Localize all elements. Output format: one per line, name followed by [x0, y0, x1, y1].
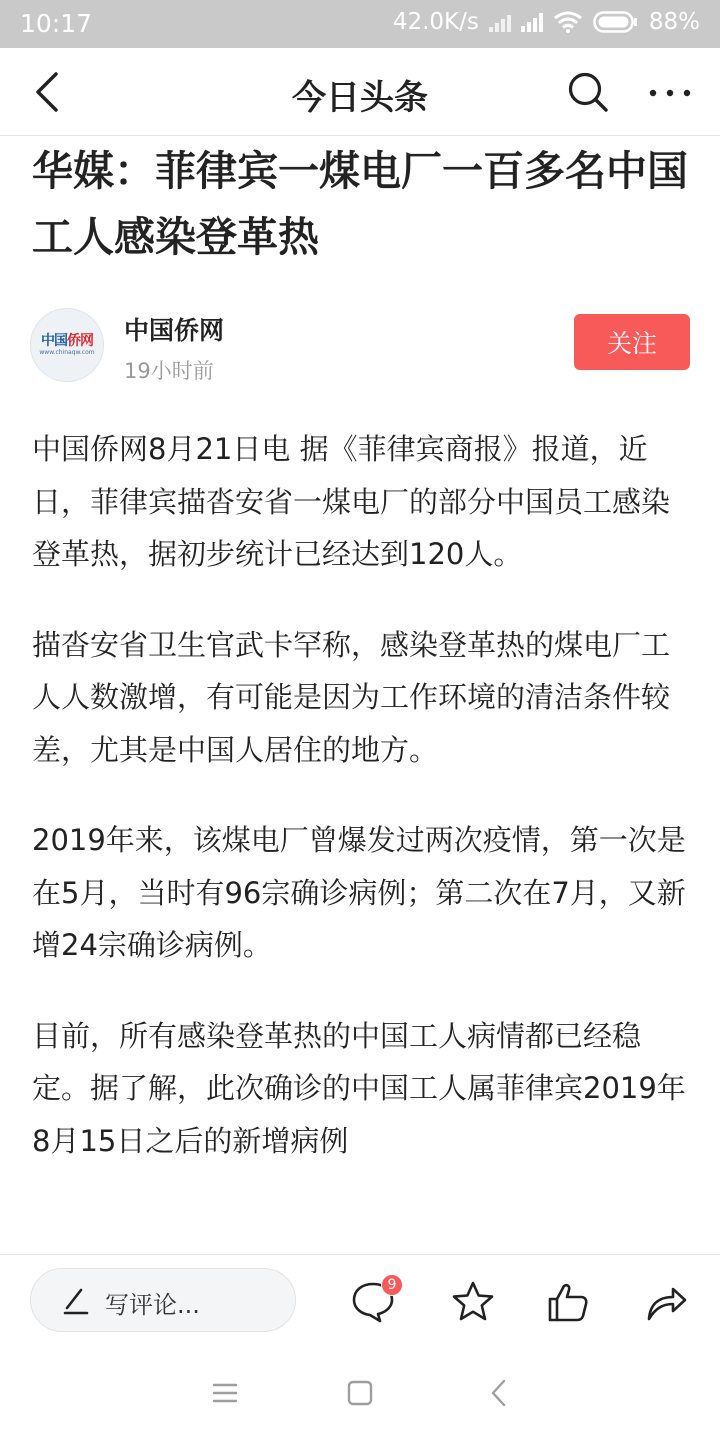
comment-placeholder: 写评论...: [105, 1291, 200, 1319]
status-indicators: [393, 9, 700, 35]
square-icon: [343, 1376, 377, 1410]
publish-time: 19小时前: [124, 359, 214, 383]
menu-icon: [208, 1376, 242, 1410]
follow-button[interactable]: 关注: [574, 314, 690, 370]
nav-menu-button[interactable]: [208, 1376, 242, 1410]
search-icon: [566, 70, 610, 114]
star-icon: [450, 1279, 496, 1325]
comment-input[interactable]: [30, 1268, 296, 1332]
article-body: [32, 423, 692, 1205]
like-button[interactable]: [545, 1279, 591, 1325]
pen-icon: [61, 1286, 89, 1316]
wifi-icon: [553, 11, 583, 33]
author-row: [0, 305, 720, 385]
app-header: [0, 48, 720, 136]
search-button[interactable]: [566, 70, 610, 114]
battery-icon: [593, 11, 639, 33]
signal-icon: [521, 12, 543, 32]
comment-count-badge: 9: [381, 1274, 403, 1296]
favorite-button[interactable]: [450, 1279, 496, 1325]
author-logo: 中国侨网: [41, 333, 93, 349]
more-dots-icon: [646, 78, 696, 108]
system-nav-bar: [0, 1346, 720, 1440]
article-paragraph: 目前，所有感染登革热的中国工人病情都已经稳定。据了解，此次确诊的中国工人属菲律宾2019年8月15日之后的新增病例: [32, 1018, 686, 1158]
nav-back-button[interactable]: [483, 1376, 517, 1410]
thumbs-up-icon: [545, 1279, 591, 1325]
battery-percent: 88%: [648, 9, 700, 35]
nav-back-icon: [483, 1376, 517, 1410]
article-paragraph: 2019年来，该煤电厂曾爆发过两次疫情，第一次是在5月，当时有96宗确诊病例；第二次在7月，又新增24宗确诊病例。: [32, 823, 686, 962]
status-bar: [0, 0, 720, 48]
article-title: 华媒：菲律宾一煤电厂一百多名中国工人感染登革热: [32, 147, 688, 261]
share-button[interactable]: [643, 1279, 689, 1325]
nav-home-button[interactable]: [343, 1376, 377, 1410]
author-avatar[interactable]: [30, 308, 104, 382]
network-speed: 42.0K/s: [392, 9, 479, 35]
article-paragraph: 描沓安省卫生官武卡罕称，感染登革热的煤电厂工人人数激增，有可能是因为工作环境的清洁条件较差，尤其是中国人居住的地方。: [32, 627, 671, 767]
author-logo-url: www.chinaqw.com: [39, 349, 95, 356]
header-title: 今日头条: [292, 78, 428, 118]
share-arrow-icon: [643, 1279, 689, 1325]
signal-small-icon: [489, 12, 511, 32]
article-paragraph: 中国侨网8月21日电 据《菲律宾商报》报道，近日，菲律宾描沓安省一煤电厂的部分中国员工感染登革热，据初步统计已经达到120人。: [32, 432, 671, 571]
author-name[interactable]: 中国侨网: [124, 316, 225, 345]
status-time: 10:17: [20, 9, 93, 38]
bottom-action-bar: [0, 1254, 720, 1346]
more-button[interactable]: [646, 78, 696, 108]
